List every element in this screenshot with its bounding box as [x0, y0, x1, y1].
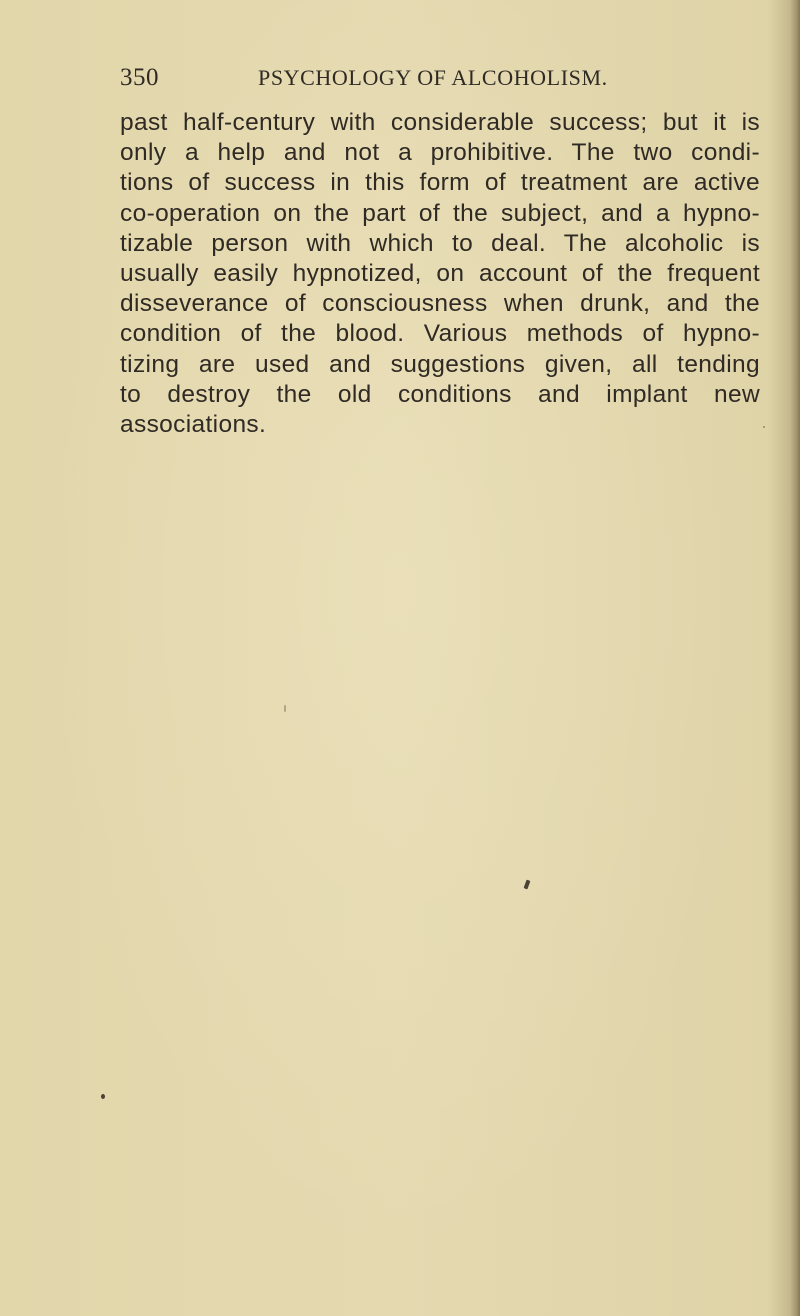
text-line: tizing are used and suggestions given, all tending	[120, 350, 760, 378]
text-line: tions of success in this form of treatment are active	[120, 169, 760, 197]
page-header	[120, 60, 760, 96]
text-line: past half-century with considerable success; but it is	[120, 109, 760, 136]
page-edge-shadow	[790, 0, 800, 1316]
paper-speck	[101, 1094, 105, 1099]
running-head: PSYCHOLOGY OF ALCOHOLISM.	[258, 65, 608, 90]
paper-speck	[763, 426, 765, 428]
text-line: associations.	[120, 410, 267, 438]
paper-speck	[284, 705, 286, 712]
body-paragraph	[120, 108, 760, 440]
page-number: 350	[120, 64, 159, 91]
text-line: condition of the blood. Various methods of hypno-	[120, 320, 760, 348]
text-line: tizable person with which to deal. The alcoholic is	[120, 229, 760, 257]
text-line: disseverance of consciousness when drunk, and the	[120, 290, 760, 318]
text-line: co-operation on the part of the subject, and a hypno-	[120, 199, 760, 227]
paper-speck	[524, 880, 531, 890]
text-line: to destroy the old conditions and implant new	[120, 380, 760, 408]
text-line: only a help and not a prohibitive. The two condi-	[120, 139, 760, 167]
text-line: usually easily hypnotized, on account of the frequent	[120, 259, 760, 287]
